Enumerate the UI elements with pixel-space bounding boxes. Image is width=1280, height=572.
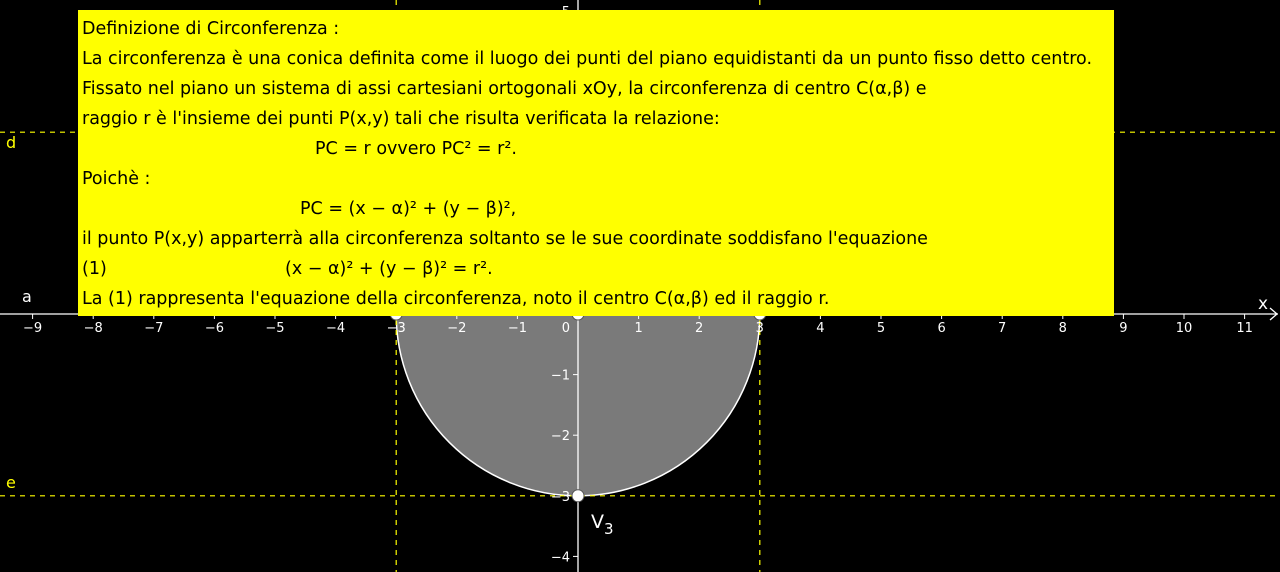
line-label-a: a	[22, 287, 32, 306]
x-tick-label: 3	[755, 321, 764, 336]
x-tick-label: −7	[144, 321, 164, 336]
origin-label: 0	[561, 321, 570, 336]
definition-textbox[interactable]	[78, 10, 1114, 316]
x-tick-label: −1	[507, 321, 527, 336]
x-tick-label: −9	[23, 321, 43, 336]
x-tick-label: 6	[937, 321, 946, 336]
textbox-line-1: La circonferenza è una conica definita come il luogo dei punti del piano equidistanti da un punto fisso detto centro.	[82, 49, 1093, 69]
y-tick-label: −2	[550, 429, 570, 445]
x-tick-label: −4	[326, 321, 346, 336]
x-tick-label: 11	[1236, 321, 1253, 336]
point-v3-label-subscript: 3	[604, 519, 614, 538]
x-tick-label: −5	[265, 321, 285, 336]
x-tick-label: −6	[204, 321, 224, 336]
x-tick-label: 4	[816, 321, 825, 336]
x-tick-label: 7	[998, 321, 1007, 336]
x-tick-label: 10	[1175, 321, 1193, 336]
textbox-line-5: La (1) rappresenta l'equazione della circonferenza, noto il centro C(α,β) ed il raggio r.	[82, 289, 830, 309]
x-tick-label: −8	[83, 321, 103, 336]
x-tick-label: −2	[447, 321, 467, 336]
y-tick-label: −3	[550, 489, 570, 505]
circle-equation: (x − α)² + (y − β)² = r².	[285, 259, 493, 279]
x-tick-label: 8	[1058, 321, 1067, 336]
x-tick-label: −3	[386, 321, 406, 336]
line-label-e: e	[6, 472, 16, 492]
y-tick-label: −4	[550, 550, 570, 566]
y-tick-label: −1	[550, 368, 570, 384]
point-v3-label	[591, 511, 614, 538]
x-tick-label: 9	[1119, 321, 1128, 336]
formula-pc-equals-r: PC = r ovvero PC² = r².	[315, 139, 517, 159]
textbox-title: Definizione di Circonferenza :	[82, 19, 340, 39]
textbox-line-4: il punto P(x,y) apparterrà alla circonferenza soltanto se le sue coordinate soddisfano l'equazione	[82, 229, 928, 249]
equation-number: (1)	[82, 259, 107, 279]
textbox-line-2: Fissato nel piano un sistema di assi cartesiani ortogonali xOy, la circonferenza di centro C(α,β) e	[82, 79, 927, 99]
x-tick-label: 1	[634, 321, 643, 336]
equation-row	[82, 254, 1114, 284]
x-tick-label: 2	[695, 321, 704, 336]
point-v3[interactable]	[572, 490, 584, 502]
formula-pc-expanded: PC = (x − α)² + (y − β)²,	[300, 199, 517, 219]
line-label-d: d	[6, 133, 17, 153]
x-tick-label: 5	[876, 321, 886, 336]
point-v3-label-letter: V	[591, 510, 604, 533]
textbox-poiche: Poichè :	[82, 169, 151, 189]
x-axis-label: x	[1258, 294, 1269, 314]
textbox-line-3: raggio r è l'insieme dei punti P(x,y) tali che risulta verificata la relazione:	[82, 109, 720, 129]
